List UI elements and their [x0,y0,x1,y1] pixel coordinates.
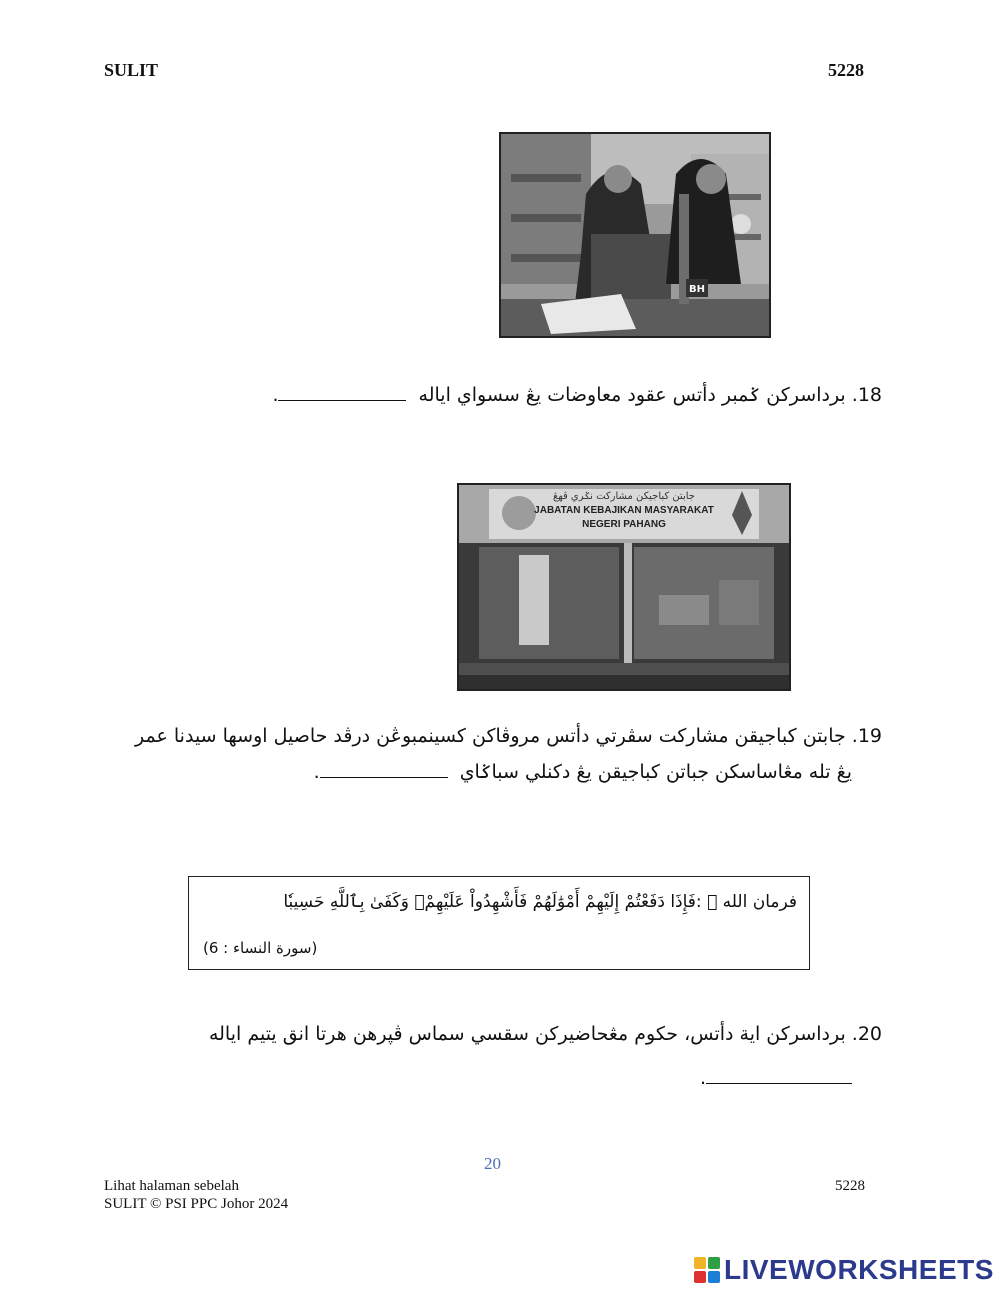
question-19-line-2: يڠ تله مڠاساسكن جباتن كباجيقن يڠ دكنلي سباݢاي [459,761,852,783]
header-code: 5228 [828,60,864,80]
shop-photo-illustration [501,134,769,336]
question-19-answer-blank[interactable] [320,759,448,778]
liveworksheets-mark-icon [694,1257,720,1283]
question-20 [140,1016,882,1096]
quran-verse-reference: (سورة النساء : 6) [203,939,318,957]
question-20-answer-blank[interactable] [706,1065,852,1084]
sign-line-2: NEGERI PAHANG [582,519,666,530]
question-20-answer-row [140,1060,882,1096]
sign-line-1: JABATAN KEBAJIKAN MASYARAKAT [534,505,714,516]
question-19-period: . [313,761,320,783]
question-19 [110,718,882,790]
sign-jawi-text: جابتن كباجيكن مشاركت نݢري ڤهڠ [553,491,695,502]
question-19-line-2-row [110,754,882,790]
liveworksheets-logo [694,1253,994,1287]
question-18-answer-blank[interactable] [278,382,406,401]
shop-photo [499,132,771,338]
footer-code: 5228 [835,1178,865,1194]
quran-verse-box [188,876,810,970]
question-20-period: . [699,1067,706,1089]
liveworksheets-wordmark: LIVEWORKSHEETS [724,1254,994,1285]
footer-copyright: SULIT © PSI PPC Johor 2024 [104,1196,289,1212]
header-sulit: SULIT [104,60,159,80]
question-18-period: . [272,384,279,406]
bh-watermark: BH [689,284,705,295]
question-20-text: 20. برداسركن اية دأتس، حكوم مڠحاضيركن سقسي سماس ڤپرهن هرتا انق يتيم اياله [208,1023,882,1045]
quran-verse-text: فرمان الله ﷻ :فَإِذَا دَفَعْتُمْ إِلَيْهِمْ أَمْوَٰلَهُمْ فَأَشْهِدُواْ عَلَيْهِمْۚ وَكَفَىٰ بِٱللَّهِ حَسِيبٗا [283,892,797,912]
question-18-text: 18. برداسركن ݢمبر دأتس عقود معاوضات يڠ سسواي اياله [418,384,882,406]
jkm-building-photo [457,483,791,691]
question-19-line-1: 19. جابتن كباجيقن مشاركت سڤرتي دأتس مروڤاكن كسينمبوڠن درڤد حاصيل اوسها سيدنا عمر [135,725,882,747]
footer-next-page: Lihat halaman sebelah [104,1178,239,1194]
question-18 [120,377,882,413]
page-number: 20 [484,1154,501,1173]
